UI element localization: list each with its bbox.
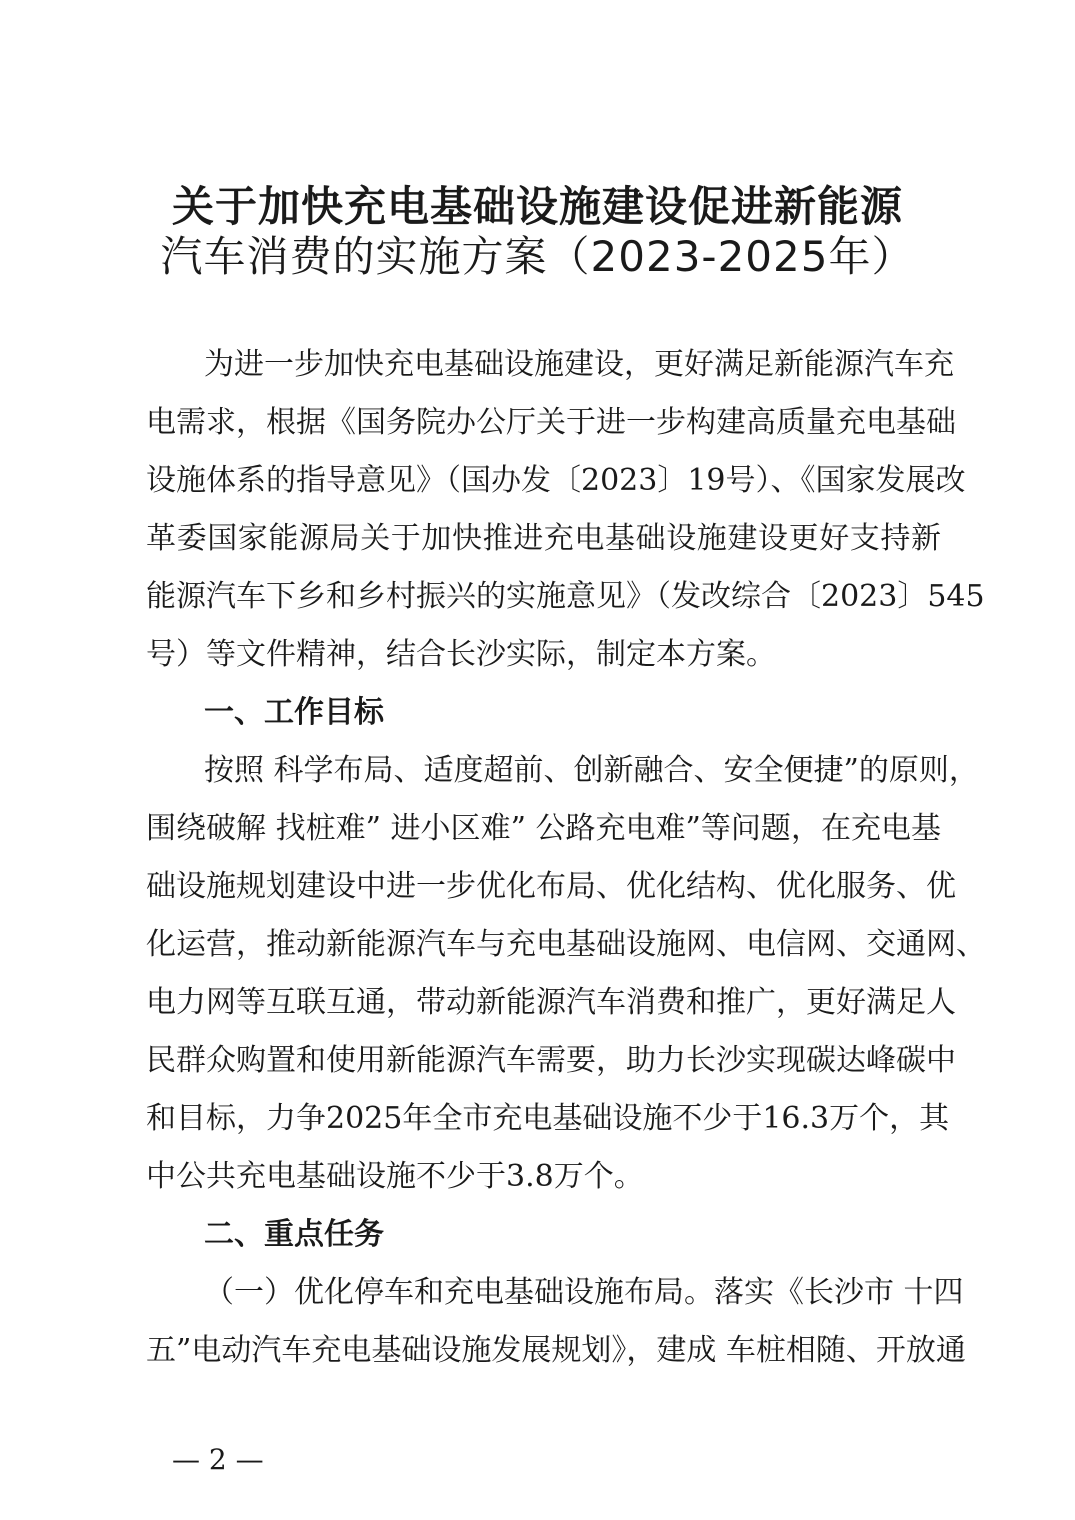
page-number: — 2 — (172, 1443, 264, 1476)
intro-paragraph-line: 为进一步加快充电基础设施建设，更好满足新能源汽车充 (204, 347, 954, 382)
section1-paragraph-line: 和目标，力争2025年全市充电基础设施不少于16.3万个，其 (146, 1101, 950, 1136)
section1-paragraph-line: 础设施规划建设中进一步优化布局、优化结构、优化服务、优 (146, 869, 956, 904)
document-title-line-2: 汽车消费的实施方案（2023-2025年） (160, 232, 915, 281)
section-heading-work-goals: 一、工作目标 (204, 695, 384, 730)
document-title-line-1: 关于加快充电基础设施建设促进新能源 (171, 182, 903, 231)
intro-paragraph-line: 革委国家能源局关于加快推进充电基础设施建设更好支持新 (146, 521, 941, 556)
intro-paragraph-line: 号）等文件精神，结合长沙实际，制定本方案。 (146, 637, 776, 672)
section1-paragraph-line: 中公共充电基础设施不少于3.8万个。 (146, 1159, 644, 1194)
intro-paragraph-line: 设施体系的指导意见》（国办发〔2023〕19号）、《国家发展改 (146, 463, 966, 498)
section1-paragraph-line: 电力网等互联互通，带动新能源汽车消费和推广，更好满足人 (146, 985, 956, 1020)
section1-paragraph-line: 化运营，推动新能源汽车与充电基础设施网、电信网、交通网、 (146, 927, 986, 962)
section2-paragraph-line: 五”电动汽车充电基础设施发展规划》，建成 车桩相随、开放通 (146, 1333, 966, 1368)
section2-paragraph-line: （一）优化停车和充电基础设施布局。落实《长沙市 十四 (204, 1275, 964, 1310)
section1-paragraph-line: 按照 科学布局、适度超前、创新融合、安全便捷”的原则， (204, 753, 979, 788)
section1-paragraph-line: 民群众购置和使用新能源汽车需要，助力长沙实现碳达峰碳中 (146, 1043, 956, 1078)
section1-paragraph-line: 围绕破解 找桩难” 进小区难” 公路充电难”等问题，在充电基 (146, 811, 941, 846)
section-heading-key-tasks: 二、重点任务 (204, 1217, 384, 1252)
intro-paragraph-line: 电需求，根据《国务院办公厅关于进一步构建高质量充电基础 (146, 405, 956, 440)
intro-paragraph-line: 能源汽车下乡和乡村振兴的实施意见》（发改综合〔2023〕545 (146, 579, 985, 614)
